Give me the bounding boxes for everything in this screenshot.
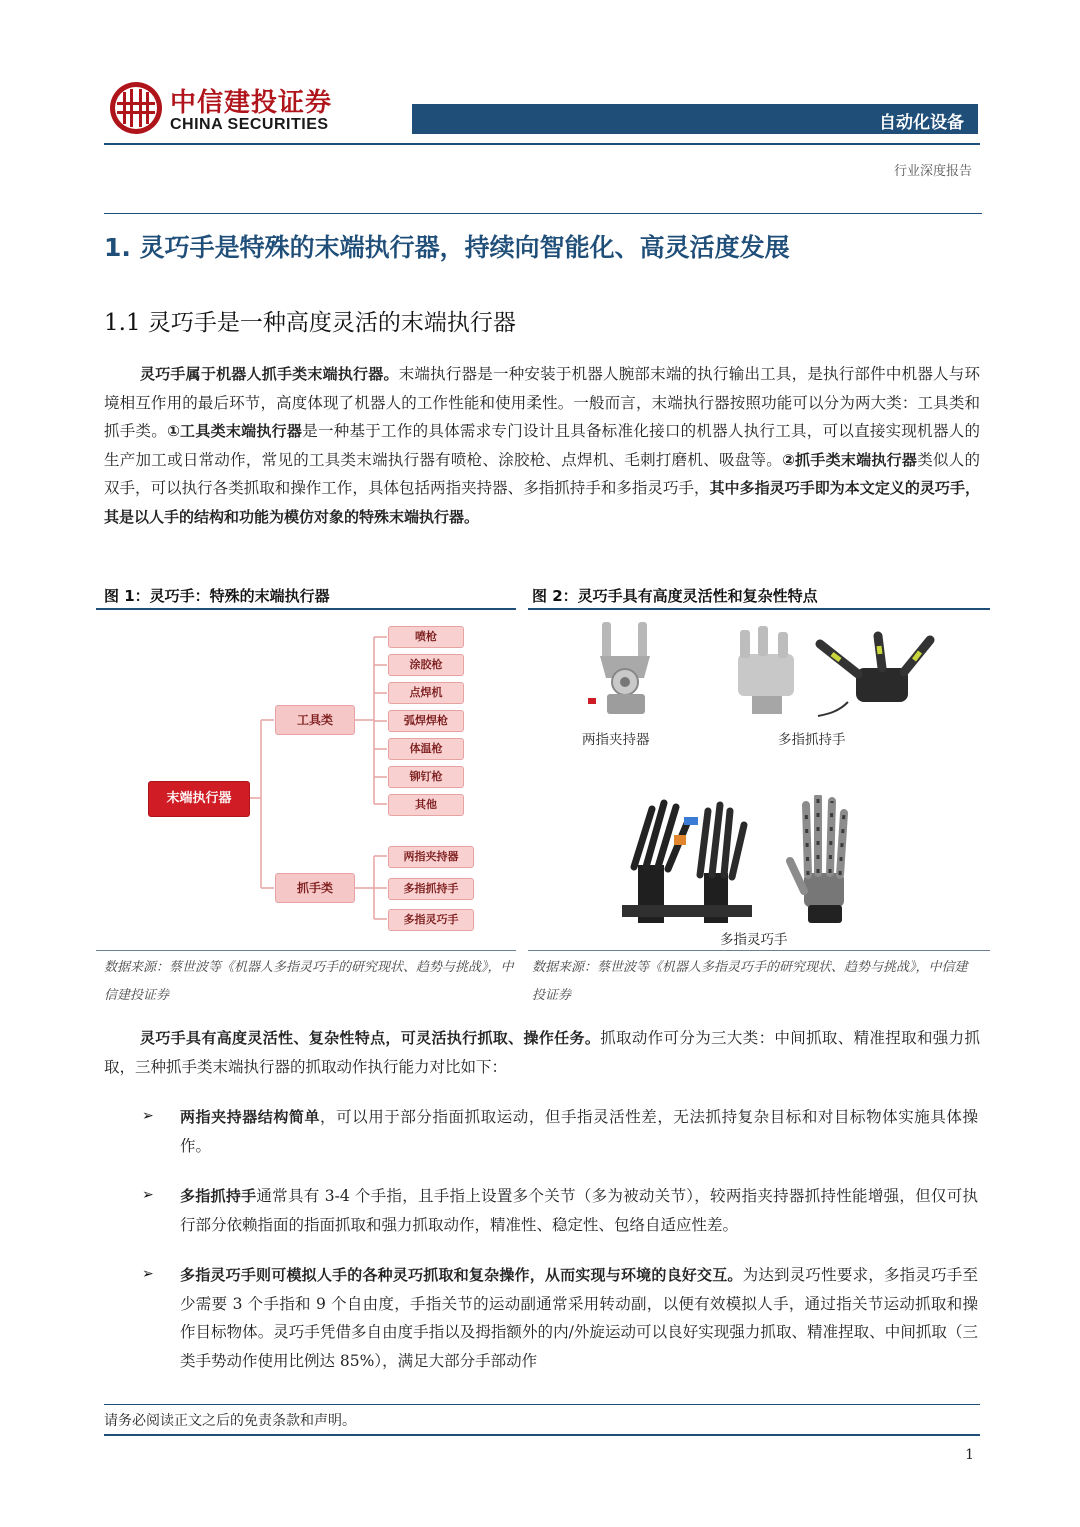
footer-top-rule: [104, 1404, 980, 1405]
report-type: 行业深度报告: [893, 164, 972, 179]
bullet-item: 多指灵巧手则可模拟人手的各种灵巧抓取和复杂操作，从而实现与环境的良好交互。为达到灵巧性要求，多指灵巧手至少需要 3 个手指和 9 个自由度，手指关节的运动副通常采用转动副，以便有效模拟人手，通过指关节运动抓取和操作目标物体。灵巧手凭借多自由度手指以及拇指额外的内/外旋运动可以良好实现强力抓取、精准捏取、中间抓取（三类手势动作使用比例达 85%），满足大部分手部动作: [180, 1266, 978, 1370]
tree-leaf: 铆钉枪: [388, 766, 464, 788]
header-divider: [104, 143, 980, 145]
tree-branch-tools: 工具类: [275, 705, 355, 735]
page-number: 1: [965, 1447, 974, 1463]
subsection-heading: 1.1 灵巧手是一种高度灵活的末端执行器: [104, 310, 516, 336]
logo-icon: [108, 80, 164, 136]
dexterous-hand-image: [612, 795, 902, 925]
photo-label: 多指灵巧手: [720, 932, 788, 948]
paragraph-grasp: 灵巧手具有高度灵活性、复杂性特点，可灵活执行抓取、操作任务。抓取动作可分为三大类：中间抓取、精准捏取和强力抓取，三种抓手类末端执行器的抓取动作执行能力对比如下：: [104, 1029, 980, 1076]
section-divider: [104, 213, 982, 214]
tree-leaf: 喷枪: [388, 626, 464, 648]
figure2-source: 数据来源：蔡世波等《机器人多指灵巧手的研究现状、趋势与挑战》，中信建投证券: [532, 960, 968, 1003]
bullet-arrow-icon: ➢: [142, 1266, 154, 1282]
multi-finger-gripper-image: [728, 624, 938, 719]
tree-leaf: 弧焊焊枪: [388, 710, 464, 732]
tree-leaf: 体温枪: [388, 738, 464, 760]
photo-label: 两指夹持器: [582, 732, 650, 748]
figure1-source: 数据来源：蔡世波等《机器人多指灵巧手的研究现状、趋势与挑战》，中信建投证券: [104, 960, 514, 1003]
figure2-top-rule: [528, 608, 990, 610]
bullet-arrow-icon: ➢: [142, 1187, 154, 1203]
tree-root-node: 末端执行器: [148, 781, 250, 817]
photo-label: 多指抓持手: [778, 732, 846, 748]
logo-chinese-name: 中信建投证券: [170, 88, 333, 118]
figure1-top-rule: [96, 608, 516, 610]
bullet-item: 多指抓持手通常具有 3-4 个手指，且手指上设置多个关节（多为被动关节），较两指夹持器抓持性能增强，但仅可执行部分依赖指面的指面抓取和强力抓取动作，精准性、稳定性、包络自适应性差。: [180, 1187, 978, 1234]
paragraph-intro: 灵巧手属于机器人抓手类末端执行器。末端执行器是一种安装于机器人腕部末端的执行输出工具，是执行部件中机器人与环境相互作用的最后环节，高度体现了机器人的工作性能和使用柔性。一般而言，末端执行器按照功能可以分为两大类：工具类和抓手类。①工具类末端执行器是一种基于工作的具体需求专门设计且具备标准化接口的机器人执行工具，可以直接实现机器人的生产加工或日常动作，常见的工具类末端执行器有喷枪、涂胶枪、点焊机、毛刺打磨机、吸盘等。②抓手类末端执行器类似人的双手，可以执行各类抓取和操作工作，具体包括两指夹持器、多指抓持手和多指灵巧手，其中多指灵巧手即为本文定义的灵巧手，其是以人手的结构和功能为模仿对象的特殊末端执行器。: [104, 365, 980, 526]
bullet-item: 两指夹持器结构简单，可以用于部分指面抓取运动，但手指灵活性差，无法抓持复杂目标和对目标物体实施具体操作。: [180, 1108, 978, 1155]
section-heading: 1. 灵巧手是特殊的末端执行器，持续向智能化、高灵活度发展: [104, 233, 790, 262]
tree-leaf: 多指抓持手: [388, 878, 474, 900]
figure1-bottom-rule: [96, 950, 516, 951]
tree-branch-grippers: 抓手类: [275, 873, 355, 903]
sector-banner: [412, 104, 978, 134]
tree-leaf: 两指夹持器: [388, 846, 474, 868]
bullet-arrow-icon: ➢: [142, 1108, 154, 1124]
footer-bottom-rule: [104, 1434, 980, 1436]
figure1-title: 图 1：灵巧手：特殊的末端执行器: [104, 587, 330, 605]
tree-leaf: 涂胶枪: [388, 654, 464, 676]
sector-label: 自动化设备: [879, 113, 964, 133]
figure2-bottom-rule: [528, 950, 990, 951]
tree-leaf: 多指灵巧手: [388, 909, 474, 931]
two-finger-gripper-image: [582, 620, 672, 720]
figure2-title: 图 2：灵巧手具有高度灵活性和复杂性特点: [532, 587, 818, 605]
logo-english-name: CHINA SECURITIES: [170, 116, 329, 133]
disclaimer-text: 请务必阅读正文之后的免责条款和声明。: [104, 1413, 356, 1429]
tree-leaf: 点焊机: [388, 682, 464, 704]
tree-leaf: 其他: [388, 794, 464, 816]
